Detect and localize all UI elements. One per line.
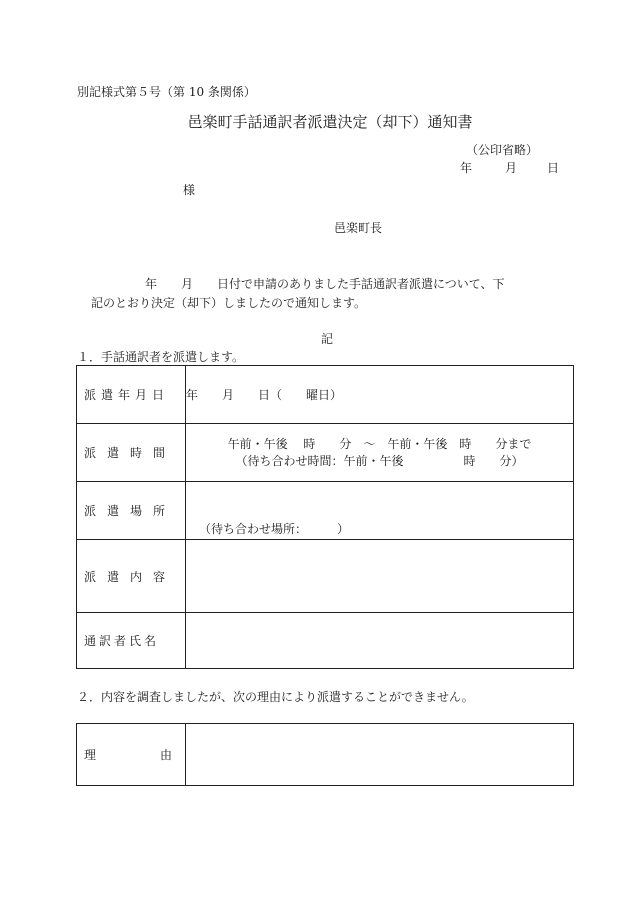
reason-label-first: 理	[84, 748, 97, 762]
section-2-heading: ２．内容を調査しましたが、次の理由により派遣することができません。	[77, 690, 474, 704]
table-row	[77, 482, 574, 540]
document-title: 邑楽町手話通訳者派遣決定（却下）通知書	[187, 113, 473, 131]
date-day-label: 日	[547, 161, 560, 175]
reason-label-second: 由	[159, 748, 172, 762]
table-row	[77, 613, 574, 669]
dispatch-details-table	[76, 365, 574, 669]
dispatch-place-field[interactable]	[186, 482, 574, 540]
dispatch-date-field[interactable]	[186, 366, 574, 424]
sender: 邑楽町長	[334, 221, 383, 235]
form-number: 別記様式第５号（第 10 条関係）	[77, 85, 256, 99]
body-line-1: 年 月 日付で申請のありました手話通訳者派遣について、下	[145, 277, 505, 291]
date-month-label: 月	[505, 161, 518, 175]
row-label-content	[77, 540, 186, 613]
seal-note: （公印省略）	[466, 143, 539, 157]
reason-field[interactable]	[186, 724, 574, 786]
interpreter-name-field[interactable]	[186, 613, 574, 669]
ki-mark: 記	[321, 332, 334, 346]
meeting-time-value: （待ち合わせ時間：午前・午後 時 分）	[235, 453, 524, 468]
table-row	[77, 724, 574, 786]
row-label-text: 派遣時間	[84, 446, 177, 460]
dispatch-time-value: 午前・午後 時 分 ～ 午前・午後 時 分まで	[227, 436, 532, 451]
dispatch-time-field[interactable]	[186, 424, 574, 482]
row-label-time	[77, 424, 186, 482]
table-row	[77, 366, 574, 424]
row-label-text: 派遣場所	[84, 504, 177, 518]
row-label-text: 派遣年月日	[84, 388, 170, 402]
row-label-text: 派遣内容	[84, 569, 177, 584]
table-row	[77, 540, 574, 613]
reason-table	[76, 723, 574, 786]
row-label-interpreter	[77, 613, 186, 669]
date-year-label: 年	[460, 161, 473, 175]
row-label-text: 通訳者氏名	[84, 634, 160, 648]
body-line-2: 記のとおり決定（却下）しましたので通知します。	[91, 296, 367, 310]
row-label-reason	[77, 724, 186, 786]
issue-date	[460, 159, 559, 176]
dispatch-date-value: 年 月 日（ 曜日）	[186, 388, 343, 402]
section-1-heading: １．手話通訳者を派遣します。	[77, 350, 245, 364]
addressee-suffix: 様	[183, 183, 196, 197]
dispatch-content-field[interactable]	[186, 540, 574, 613]
row-label-date	[77, 366, 186, 424]
table-row	[77, 424, 574, 482]
meeting-place-value: （待ち合わせ場所： ）	[199, 522, 350, 536]
row-label-place	[77, 482, 186, 540]
